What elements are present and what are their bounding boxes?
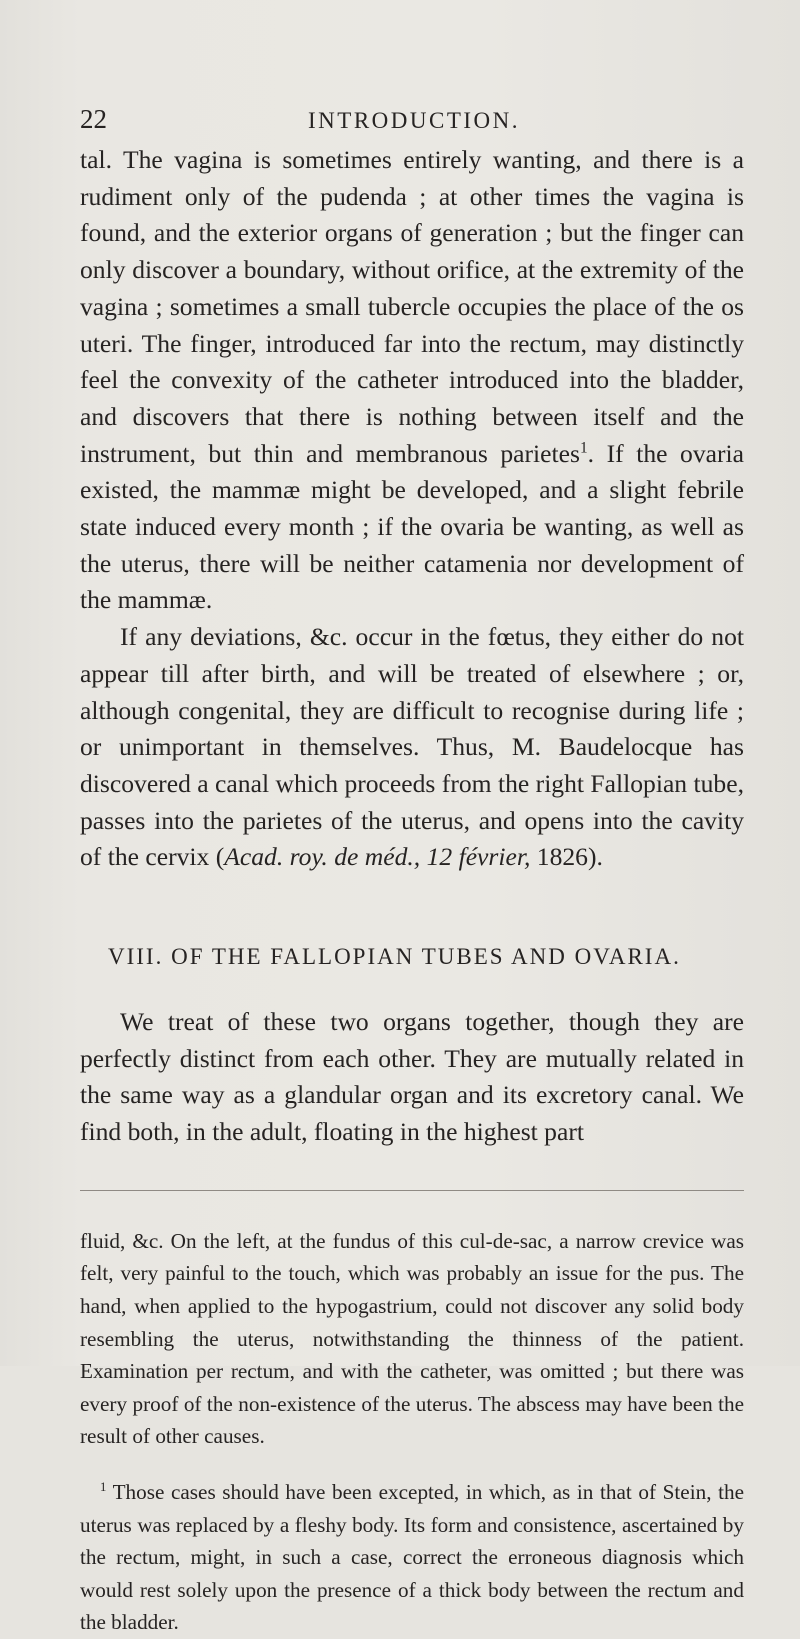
paragraph-1-text: tal. The vagina is sometimes entirely wanting, and there is a rudiment only of the pudenda ; at other times the vagina is found, and the exterior organs of generation ; but the finger can only discover a boundary, without orifice, at the extremity of the vagina ; sometimes a small tubercle occupies the place of the os uteri. The finger, introduced far into the rectum, may distinctly feel the convexity of the catheter introduced into the bladder, and discovers that there is nothing between itself and the instrument, but thin and membranous parietes: [80, 145, 744, 468]
paragraph-1: [80, 142, 744, 619]
paragraph-2-end: 1826).: [530, 842, 603, 872]
paragraph-3: We treat of these two organs together, though they are perfectly distinct from each other. They are mutually related in the same way as a glandular organ and its excretory canal. We find both, in the adult, floating in the highest part: [80, 1007, 744, 1147]
footnote-continued: fluid, &c. On the left, at the fundus of this cul-de-sac, a narrow crevice was felt, very painful to the touch, which was probably an issue for the pus. The hand, when applied to the hypogastrium, could not discover any solid body resembling the uterus, notwithstanding the thinness of the patient. Examination per rectum, and with the catheter, was omitted ; but there was every proof of the non-existence of the uterus. The abscess may have been the result of other causes.: [80, 1228, 744, 1449]
paragraph-1-continued: . If the ovaria existed, the mammæ might be developed, and a slight febrile state induced every month ; if the ovaria be wanting, as well as the uterus, there will be neither catamenia nor development of the mammæ.: [80, 438, 744, 615]
citation: Acad. roy. de méd., 12 février,: [224, 842, 531, 872]
page-header: [80, 0, 744, 132]
footnote-1-text: Those cases should have been excepted, in which, as in that of Stein, the uterus was replaced by a fleshy body. Its form and consistence, ascertained by the rectum, might, in such a case, correct the erroneous diagnosis which would rest solely upon the presence of a thick body between the rectum and the bladder.: [80, 1480, 744, 1635]
running-head: INTRODUCTION.: [308, 108, 521, 133]
footnote-divider: [80, 1190, 744, 1191]
footnote-1: [80, 1476, 744, 1639]
paragraph-2: [80, 619, 744, 876]
footnotes: [80, 1225, 744, 1639]
footnote-mark: 1: [100, 1479, 107, 1494]
page-number: 22: [80, 104, 107, 134]
section-heading: VIII. OF THE FALLOPIAN TUBES AND OVARIA.: [108, 944, 681, 970]
paragraph-2-text: If any deviations, &c. occur in the fœtus, they either do not appear till after birth, and will be treated of elsewhere ; or, although congenital, they are difficult to recognise during life ; or unimportant in themselves. Thus, M. Baudelocque has discovered a canal which proceeds from the right Fallopian tube, passes into the parietes of the uterus, and opens into the cavity of the cervix (: [80, 622, 744, 872]
footnote-reference: 1: [579, 439, 588, 457]
main-text: [80, 142, 744, 1151]
